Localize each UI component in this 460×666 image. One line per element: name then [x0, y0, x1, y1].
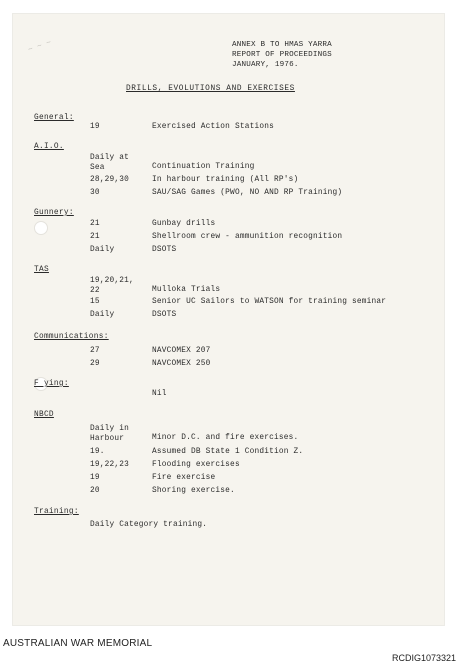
- nbcd-when-3: 19: [90, 474, 100, 482]
- aio-what-2: SAU/SAG Games (PWO, NO AND RP Training): [152, 189, 343, 197]
- gunnery-what-2: DSOTS: [152, 246, 177, 254]
- communications-when-1: 29: [90, 360, 100, 368]
- aio-what-1: In harbour training (All RP's): [152, 176, 299, 184]
- gunnery-when-1: 21: [90, 233, 100, 241]
- gunnery-what-0: Gunbay drills: [152, 220, 216, 228]
- communications-when-0: 27: [90, 347, 100, 355]
- annex-header: [232, 40, 332, 71]
- section-heading-tas: TAS: [34, 266, 49, 274]
- training-when-0: Daily Category training.: [90, 521, 208, 529]
- gunnery-what-1: Shellroom crew - ammunition recognition: [152, 233, 343, 241]
- aio-when-2: 30: [90, 189, 100, 197]
- header-line-2: REPORT OF PROCEEDINGS: [232, 51, 332, 60]
- communications-what-1: NAVCOMEX 250: [152, 360, 211, 368]
- general-what-0: Exercised Action Stations: [152, 123, 274, 131]
- general-when-0: 19: [90, 123, 100, 131]
- tas-what-0: Mulloka Trials: [152, 286, 221, 294]
- nbcd-when-0: Daily in Harbour: [90, 425, 130, 443]
- section-heading-flying: F ying:: [34, 380, 69, 388]
- nbcd-what-0: Minor D.C. and fire exercises.: [152, 434, 299, 442]
- tas-when-1: 15: [90, 298, 100, 306]
- tas-when-0: 19,20,21, 22: [90, 277, 134, 295]
- nbcd-what-2: Flooding exercises: [152, 461, 240, 469]
- nbcd-when-4: 20: [90, 487, 100, 495]
- institution-label: AUSTRALIAN WAR MEMORIAL: [3, 638, 153, 649]
- nbcd-what-3: Fire exercise: [152, 474, 216, 482]
- nbcd-when-1: 19.: [90, 448, 105, 456]
- pencil-annotation: ~ ~ ~: [26, 38, 53, 55]
- tas-what-1: Senior UC Sailors to WATSON for training seminar: [152, 298, 387, 306]
- header-line-1: ANNEX B TO HMAS YARRA: [232, 41, 332, 49]
- section-heading-communications: Communications:: [34, 333, 109, 341]
- section-heading-training: Training:: [34, 508, 79, 516]
- nbcd-what-4: Shoring exercise.: [152, 487, 235, 495]
- flying-what-0: Nil: [152, 390, 167, 398]
- nbcd-when-2: 19,22,23: [90, 461, 130, 469]
- section-heading-general: General:: [34, 114, 74, 122]
- header-line-3: JANUARY, 1976.: [232, 61, 299, 70]
- document-page: [12, 13, 445, 626]
- nbcd-what-1: Assumed DB State 1 Condition Z.: [152, 448, 304, 456]
- gunnery-when-2: Daily: [90, 246, 115, 254]
- section-heading-nbcd: NBCD: [34, 411, 54, 419]
- aio-when-1: 28,29,30: [90, 176, 130, 184]
- section-heading-aio: A.I.O.: [34, 143, 64, 151]
- aio-what-0: Continuation Training: [152, 163, 255, 171]
- communications-what-0: NAVCOMEX 207: [152, 347, 211, 355]
- tas-when-2: Daily: [90, 311, 115, 319]
- tas-what-2: DSOTS: [152, 311, 177, 319]
- section-heading-gunnery: Gunnery:: [34, 209, 74, 217]
- gunnery-when-0: 21: [90, 220, 100, 228]
- aio-when-0: Daily at Sea: [90, 154, 130, 172]
- punch-hole: [34, 221, 48, 235]
- document-title: DRILLS, EVOLUTIONS AND EXERCISES: [126, 85, 295, 93]
- record-id: RCDIG1073321: [391, 653, 456, 663]
